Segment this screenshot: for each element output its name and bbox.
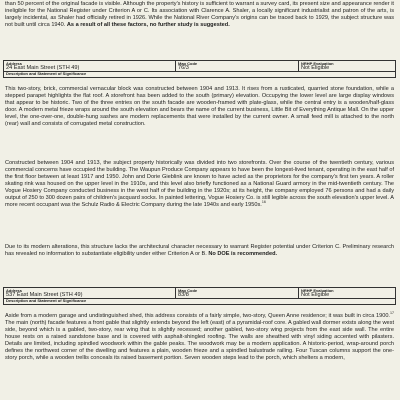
- nrhp-cell: [299, 288, 396, 298]
- map-code-label: Map Code: [178, 287, 198, 293]
- intro-paragraph-text: than 50 percent of the original facade is visible. Although the property's history is sufficient to warrant a survey card, its present size and appearance render it ineligible for the National Register under Criterion A or C. Its association with Clarence A. Shaler, a locally significant industrialist and patron of the arts, is largely incidental, as Shaler had officially retired in 1926. While the National River Company's origins can be traced back to 1929, the subject structure was not built until circa 1940.: [5, 1, 394, 29]
- record-1-evaluation-paragraph: [5, 244, 394, 258]
- record-1-description-paragraph: This two-story, brick, commercial vernacular block was constructed between 1904 and 1913. It rises from a rusticated, quarried stone foundation, while a stepped parapet highlights the flat roof. A storefront has been added to the south (primary) elevation. Occupying the lower level are large display windows that appear to be historic. Two of the three entries on the south facade are wooden-framed with plate-glass, while the central entry is a wooden/half-glass door. A modern metal frieze wraps around the south elevation and bears the name of the current business, Little Bit of Everything Antique Mall. On the upper level, the one-over-one, double-hung sashes are modern replacements that were installed by the current owner. A small feed mill is attached to the north (rear) wall and consists of corrugated metal construction.: [5, 86, 394, 128]
- footnote-marker: 17: [390, 311, 394, 316]
- description-text-start: Aside from a modern garage and undistinguished shed, this address consists of a fairly simple, two-story, Queen Anne residence; it was built in circa 1900.: [5, 313, 390, 319]
- map-code-cell: [176, 288, 299, 298]
- evaluation-conclusion: No DOE is recommended.: [208, 251, 278, 258]
- nrhp-label: NRHP Evaluation: [301, 60, 334, 66]
- description-label: Description and Statement of Significance: [6, 298, 87, 304]
- map-code-value: 76/3: [178, 64, 189, 71]
- nrhp-cell: [299, 61, 396, 71]
- record-2-description-paragraph: [5, 313, 394, 362]
- address-value: 537 East Main Street (STH 49): [6, 291, 83, 298]
- description-text-rest: The main (north) facade features a front gable that slightly extends beyond the left (east) of a pyramidal-roof core. A gabled wall dormer exists along the west side, beyond which is a gabled, two-story, rear wing that is slightly recessed; another gabled, two-story wing projects from the east side wall. The entire house rests on a raised sandstone base and is covered with asphalt-shingled roofing. The walls are sheathed with vinyl siding accented with pilasters. Details are limited, including spindled woodwork within the gable peaks. The woodwork may be a modern application. A historic-period, wrap-around porch defines the northwest corner of the dwelling and features a plain, wooden frieze and a spindled balustrade railing. Four Tuscan columns support the one-story porch, while a wooden trellis conceals its raised basement portion. Seven wooden steps lead to the porch, which shelters a modern,: [5, 320, 394, 362]
- intro-paragraph-conclusion: As a result of all these factors, no further study is suggested.: [66, 22, 230, 29]
- map-code-value: 83/8: [178, 291, 189, 298]
- property-record-1: [3, 60, 396, 78]
- property-record-2: [3, 287, 396, 305]
- record-1-history-paragraph: [5, 160, 394, 209]
- address-value: 24 East Main Street (STH 49): [6, 64, 80, 71]
- map-code-cell: [176, 61, 299, 71]
- address-label: Address: [6, 287, 23, 293]
- history-text: Constructed between 1904 and 1913, the subject property historically was divided into two storefronts. Over the course of the twentieth century, various commercial concerns have occupied the building. The Waupun Produce Company appears to have been the longest-lived tenant, operating in the east half of the first floor between at least 1917 and 1950. John and Dorie Gieblink are known to have acted as the proprietors for the company's first ten years. A roller skating rink was housed on the upper level in the 1910s, and this level also briefly functioned as a National Guard armory in the mid-twentieth century. The Vogue Hosiery Company conducted business in the west half of the building in the 1920s; at its height, the company employed 76 persons and had a daily output of 250 to 300 dozen pairs of children's jacquard socks. In painted lettering, Vogue Hosiery Co. is still legible across the south elevation's upper level. A more recent occupant was the Schulz Radio & Electric Company during the late 1940s and early 1950s.: [5, 160, 395, 209]
- map-code-label: Map Code: [178, 60, 198, 66]
- nrhp-label: NRHP Evaluation: [301, 287, 334, 293]
- intro-paragraph: [5, 1, 394, 29]
- address-label: Address: [6, 60, 23, 66]
- description-label: Description and Statement of Significance: [6, 71, 87, 77]
- nrhp-value: Not Eligible: [301, 291, 330, 298]
- address-cell: [4, 61, 176, 71]
- evaluation-text: Due to its modern alterations, this structure lacks the architectural character necessary to warrant Register potential under Criterion C. Preliminary research has revealed no information to substantiate eligibility under either Criterion A or B.: [5, 244, 394, 258]
- nrhp-value: Not Eligible: [301, 64, 330, 71]
- address-cell: [4, 288, 176, 298]
- footnote-marker: 16: [261, 200, 266, 205]
